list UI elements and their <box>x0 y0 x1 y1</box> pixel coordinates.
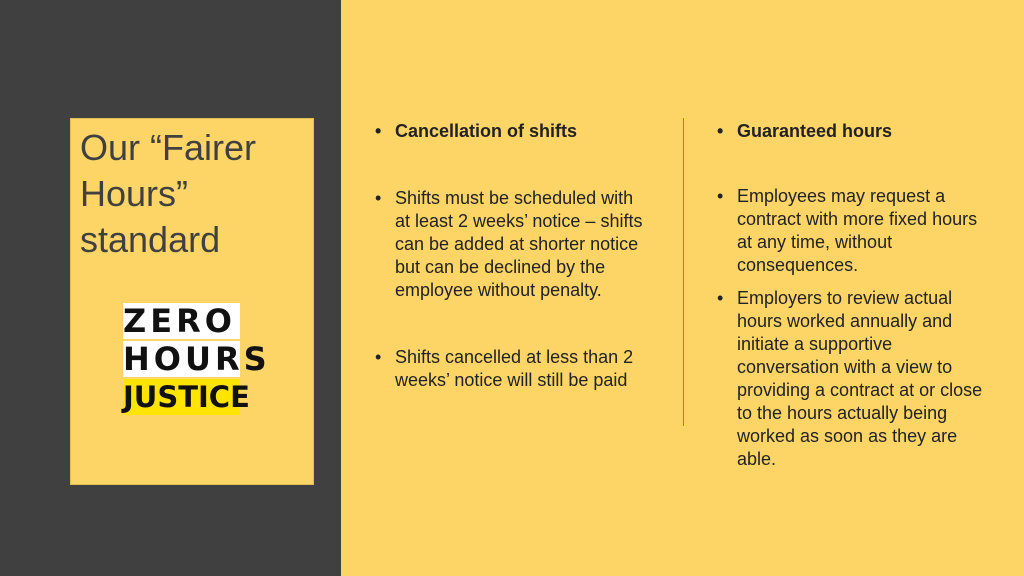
list-item-text: Employees may request a contract with more fixed hours at any time, without consequences. <box>737 186 978 275</box>
list-item <box>375 346 650 392</box>
right-column-heading <box>717 120 987 143</box>
list-item-text: Employers to review actual hours worked annually and initiate a supportive conversation with a view to providing a contract at or close to the hours actually being worked as soon as they are able. <box>737 288 983 469</box>
bullet-icon: • <box>375 188 382 208</box>
bullet-icon: • <box>375 347 382 367</box>
logo-line-zero: ZERO <box>123 303 240 339</box>
left-column <box>375 120 650 392</box>
title-card <box>70 118 314 485</box>
right-column <box>717 120 987 471</box>
right-heading-text: Guaranteed hours <box>737 121 893 141</box>
left-heading-text: Cancellation of shifts <box>395 121 578 141</box>
list-item <box>717 185 987 277</box>
slide-title: Our “Fairer Hours” standard <box>80 127 257 260</box>
bullet-icon: • <box>717 288 724 308</box>
logo-line-justice: JUSTICE <box>123 380 250 414</box>
bullet-icon: • <box>717 186 724 206</box>
list-item <box>717 287 987 471</box>
list-item-text: Shifts cancelled at less than 2 weeks’ notice will still be paid <box>395 347 634 390</box>
logo-line-hours: HOURS <box>123 340 271 378</box>
list-item <box>375 187 650 302</box>
bullet-icon: • <box>375 121 382 141</box>
zero-hours-justice-logo <box>123 302 271 415</box>
bullet-icon: • <box>717 121 724 141</box>
list-item-text: Shifts must be scheduled with at least 2 weeks’ notice – shifts can be added at shorter notice but can be declined by the employee without penalty. <box>395 188 643 300</box>
left-column-heading <box>375 120 650 143</box>
column-divider <box>683 118 684 426</box>
